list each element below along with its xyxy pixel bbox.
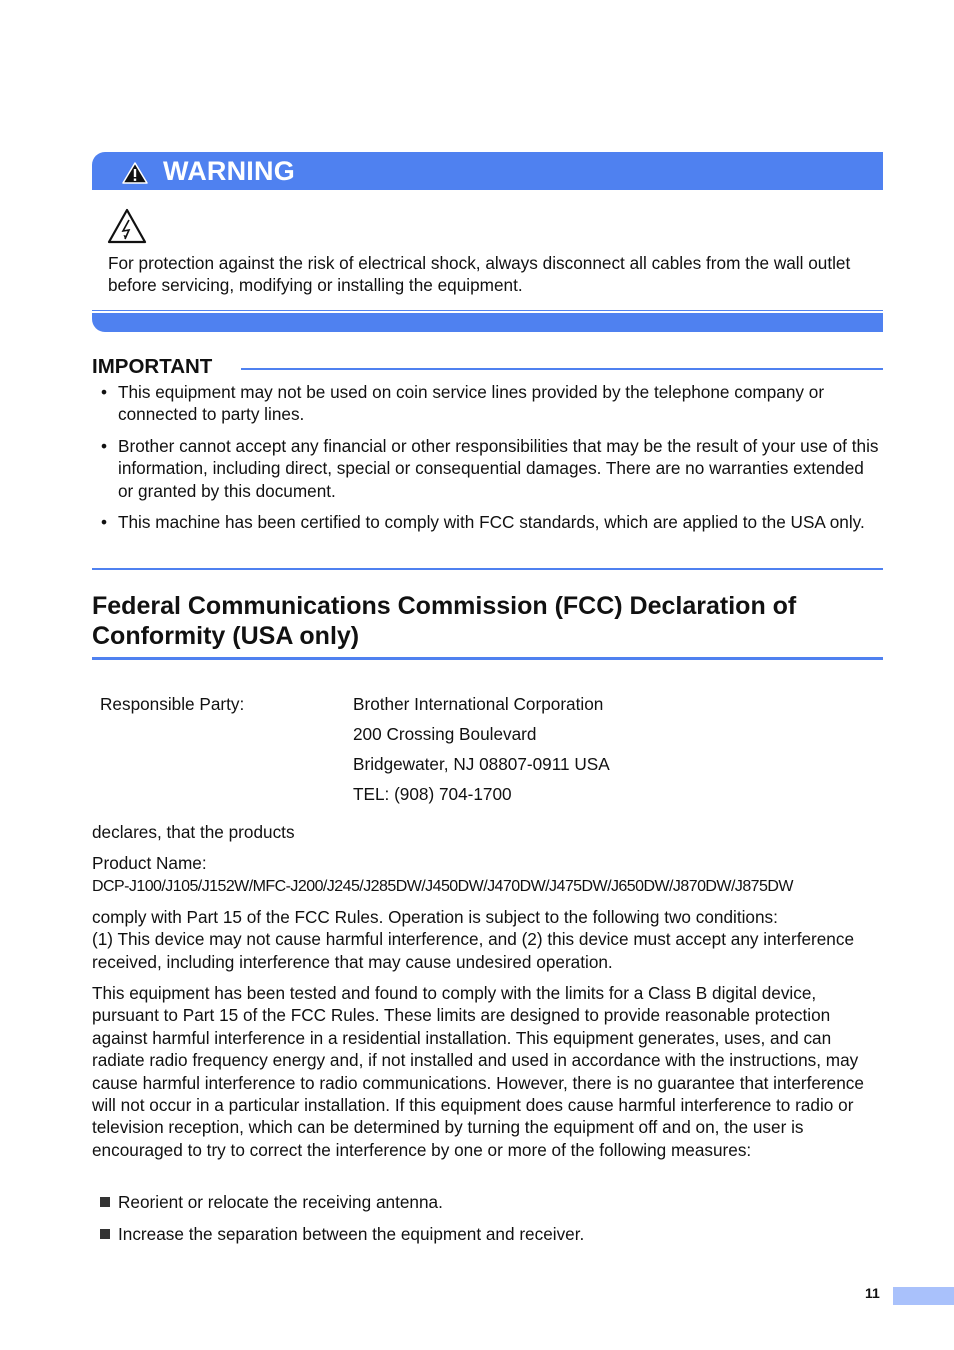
warning-banner [92,152,883,190]
address-line: 200 Crossing Boulevard [353,724,537,744]
list-item: • This machine has been certified to comply with FCC standards, which are applied to the USA only. [101,512,865,533]
important-bottom-rule [92,568,883,570]
bullet-icon: • [101,512,108,533]
square-bullet-icon [100,1229,110,1239]
declares-text: declares, that the products [92,822,295,842]
list-item: Increase the separation between the equipment and receiver. [92,1223,883,1245]
equipment-paragraph: This equipment has been tested and found to comply with the limits for a Class B digital device, pursuant to Part 15 of the FCC Rules. These limits are designed to provide reasonable protection against harmful interference in a residential installation. This equipment generates, uses, and can radiate radio frequency energy and, if not installed and used in accordance with the instructions, may cause harmful interference to radio communications. However, there is no guarantee that interference will not occur in a particular installation. If this equipment does cause harmful interference to radio or television reception, which can be determined by turning the equipment off and on, the user is encouraged to try to correct the interference by one or more of the following measures: [92,983,864,1160]
compliance-conditions: (1) This device may not cause harmful interference, and (2) this device must accept any interference received, including interference that may cause undesired operation. [92,929,855,972]
list-item: Reorient or relocate the receiving antenna. [92,1191,883,1213]
responsible-party-address [353,693,610,813]
product-name-label: Product Name: [92,853,207,873]
warning-title: WARNING [163,156,295,186]
important-heading-rule [241,368,883,370]
address-line: TEL: (908) 704-1700 [353,784,512,804]
address-line: Bridgewater, NJ 08807-0911 USA [353,754,610,774]
warning-triangle-icon [122,162,148,184]
warning-text: For protection against the risk of electrical shock, always disconnect all cables from the wall outlet before servicing, modifying or installing the equipment. [108,253,851,296]
measures-list [92,1191,883,1255]
bullet-icon: • [101,382,108,402]
list-item: • Brother cannot accept any financial or other responsibilities that may be the result of your use of this information, including direct, special or consequential damages. There are no warranties extended or granted by this document. [101,435,879,501]
list-item: • This equipment may not be used on coin service lines provided by the telephone company or connected to party lines. [101,382,825,425]
bullet-icon: • [101,435,108,456]
address-line: Brother International Corporation [353,694,604,714]
responsible-party-label: Responsible Party: [100,694,245,714]
important-list [92,381,883,542]
electrical-shock-icon [107,208,147,244]
page-tab-marker [893,1287,954,1305]
warning-footer-bar [92,313,883,332]
page-number: 11 [865,1285,880,1301]
square-bullet-icon [100,1197,110,1207]
warning-divider [92,310,883,311]
fcc-compliance-paragraph [92,906,883,973]
fcc-section-heading: Federal Communications Commission (FCC) Declaration of Conformity (USA only) [92,592,797,650]
product-models: DCP-J100/J105/J152W/MFC-J200/J245/J285DW/J450DW/J470DW/J475DW/J650DW/J870DW/J875DW [92,878,793,895]
important-heading: IMPORTANT [92,355,213,378]
compliance-line: comply with Part 15 of the FCC Rules. Operation is subject to the following two conditions: [92,907,778,927]
fcc-heading-rule [92,657,883,660]
